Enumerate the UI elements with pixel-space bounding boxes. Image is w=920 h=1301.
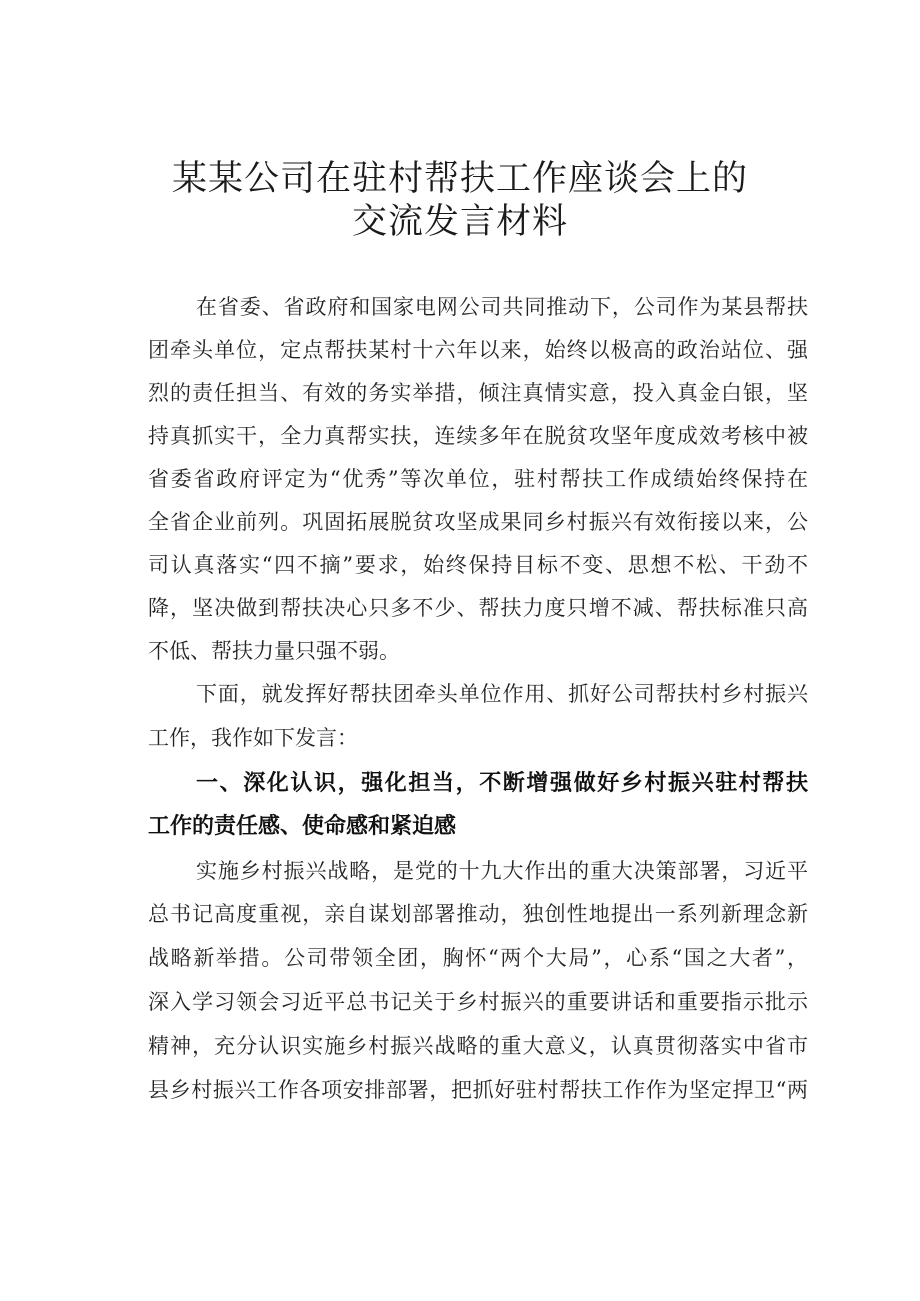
paragraph-3-line: 深入学习领会习近平总书记关于乡村振兴的重要讲话和重要指示批示 <box>148 990 808 1014</box>
paragraph-2-line: 下面，就发挥好帮扶团牵头单位作用、抓好公司帮扶村乡村振兴 <box>196 682 808 706</box>
paragraph-1-line: 持真抓实干，全力真帮实扶，连续多年在脱贫攻坚年度成效考核中被 <box>148 424 808 448</box>
paragraph-3-line: 战略新举措。公司带领全团，胸怀“两个大局”，心系“国之大者”， <box>148 946 808 970</box>
section-heading-1-line: 工作的责任感、使命感和紧迫感 <box>148 814 457 839</box>
paragraph-1-line: 省委省政府评定为“优秀”等次单位，驻村帮扶工作成绩始终保持在 <box>148 467 808 491</box>
document-title-line-1: 某某公司在驻村帮扶工作座谈会上的 <box>171 159 748 199</box>
paragraph-3-line: 总书记高度重视，亲自谋划部署推动，独创性地提出一系列新理念新 <box>148 902 808 926</box>
paragraph-3-line: 精神，充分认识实施乡村振兴战略的重大意义，认真贯彻落实中省市 <box>148 1034 808 1058</box>
paragraph-2-line: 工作，我作如下发言： <box>148 726 358 750</box>
paragraph-3-line: 实施乡村振兴战略，是党的十九大作出的重大决策部署，习近平 <box>196 859 808 883</box>
paragraph-1-line: 团牵头单位，定点帮扶某村十六年以来，始终以极高的政治站位、强 <box>148 338 808 362</box>
document-title-line-2: 交流发言材料 <box>351 202 568 242</box>
paragraph-3-line: 县乡村振兴工作各项安排部署，把抓好驻村帮扶工作作为坚定捍卫“两 <box>148 1078 808 1102</box>
paragraph-1-line: 全省企业前列。巩固拓展脱贫攻坚成果同乡村振兴有效衔接以来，公 <box>148 510 808 534</box>
paragraph-1-line: 司认真落实“四不摘”要求，始终保持目标不变、思想不松、干劲不 <box>148 553 808 577</box>
paragraph-1-line: 在省委、省政府和国家电网公司共同推动下，公司作为某县帮扶 <box>196 295 808 319</box>
section-heading-1-line: 一、深化认识，强化担当，不断增强做好乡村振兴驻村帮扶 <box>196 771 808 796</box>
paragraph-1-line: 不低、帮扶力量只强不弱。 <box>148 639 400 663</box>
paragraph-1-line: 降，坚决做到帮扶决心只多不少、帮扶力度只增不减、帮扶标准只高 <box>148 596 808 620</box>
paragraph-1-line: 烈的责任担当、有效的务实举措，倾注真情实意，投入真金白银，坚 <box>148 381 808 405</box>
